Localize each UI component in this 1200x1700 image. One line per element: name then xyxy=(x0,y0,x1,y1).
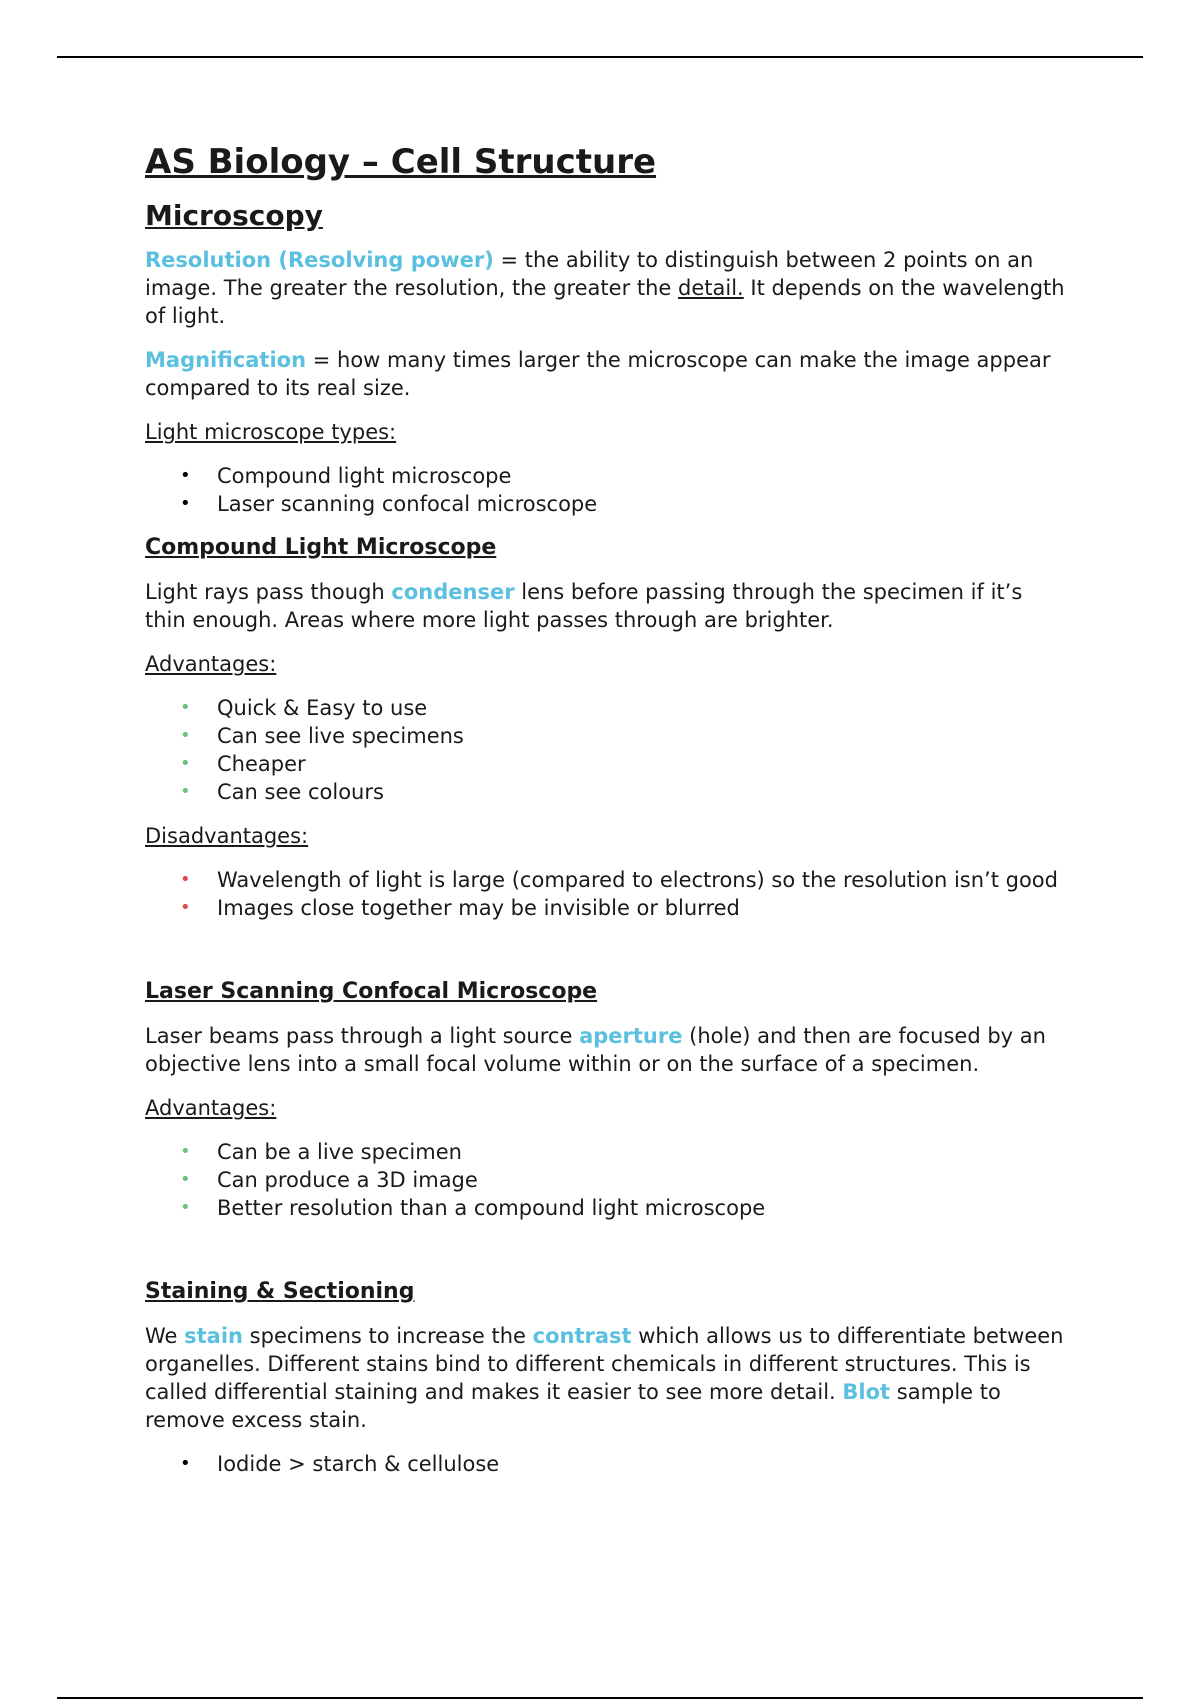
staining-list xyxy=(145,1450,1065,1478)
list-item-text: Wavelength of light is large (compared to electrons) so the resolution isn’t good xyxy=(217,868,1058,892)
list-item xyxy=(145,1194,1065,1222)
staining-text-d: sample to remove excess stain. xyxy=(145,1380,1001,1432)
keyword-magnification: Magnification xyxy=(145,348,307,372)
list-item-text: Images close together may be invisible or blurred xyxy=(217,896,740,920)
compound-text-b: lens before passing through the specimen if it’s thin enough. Areas where more light passes through are brighter. xyxy=(145,580,1023,632)
laser-paragraph xyxy=(145,1022,1065,1078)
keyword-aperture: aperture xyxy=(579,1024,683,1048)
bullet-icon: • xyxy=(180,753,191,774)
staining-text-b: specimens to increase the xyxy=(243,1324,533,1348)
list-item-text: Can see colours xyxy=(217,780,384,804)
bullet-icon: • xyxy=(180,493,191,514)
bullet-icon: • xyxy=(180,1197,191,1218)
resolution-underlined-detail: detail. xyxy=(678,276,744,300)
resolution-text-b: It depends on the wavelength of light. xyxy=(145,276,1065,328)
list-item-text: Cheaper xyxy=(217,752,306,776)
bottom-rule xyxy=(57,1697,1143,1699)
bullet-icon: • xyxy=(180,869,191,890)
list-item xyxy=(145,722,1065,750)
bullet-icon: • xyxy=(180,1141,191,1162)
list-item-text: Better resolution than a compound light microscope xyxy=(217,1196,766,1220)
compound-advantages-list xyxy=(145,694,1065,806)
section-title-microscopy: Microscopy xyxy=(145,199,323,232)
list-item xyxy=(145,1138,1065,1166)
keyword-blot: Blot xyxy=(842,1380,891,1404)
list-item xyxy=(145,778,1065,806)
spacer xyxy=(145,938,1065,978)
magnification-paragraph xyxy=(145,346,1065,402)
document-body xyxy=(145,140,1065,1494)
resolution-paragraph xyxy=(145,246,1065,330)
compound-text-a: Light rays pass though xyxy=(145,580,392,604)
top-rule xyxy=(57,56,1143,58)
keyword-condenser: condenser xyxy=(391,580,515,604)
laser-advantages-label: Advantages: xyxy=(145,1096,277,1120)
keyword-contrast: contrast xyxy=(532,1324,632,1348)
compound-advantages-label: Advantages: xyxy=(145,652,277,676)
list-item-text: Compound light microscope xyxy=(217,464,512,488)
list-item-text: Can be a live specimen xyxy=(217,1140,462,1164)
list-item xyxy=(145,750,1065,778)
resolution-text-a: = the ability to distinguish between 2 points on an image. The greater the resolution, the greater the xyxy=(145,248,1034,300)
keyword-stain: stain xyxy=(184,1324,243,1348)
list-item-text: Quick & Easy to use xyxy=(217,696,428,720)
spacer xyxy=(145,1238,1065,1278)
bullet-icon: • xyxy=(180,897,191,918)
list-item-text: Iodide > starch & cellulose xyxy=(217,1452,500,1476)
list-item xyxy=(145,1166,1065,1194)
list-item xyxy=(145,462,1065,490)
compound-disadvantages-label: Disadvantages: xyxy=(145,824,309,848)
heading-laser-scanning-confocal-microscope: Laser Scanning Confocal Microscope xyxy=(145,979,598,1004)
heading-staining-sectioning: Staining & Sectioning xyxy=(145,1279,415,1304)
heading-compound-light-microscope: Compound Light Microscope xyxy=(145,535,497,560)
keyword-resolution: Resolution (Resolving power) xyxy=(145,248,494,272)
bullet-icon: • xyxy=(180,1169,191,1190)
list-item xyxy=(145,1450,1065,1478)
list-item xyxy=(145,894,1065,922)
list-item-text: Can produce a 3D image xyxy=(217,1168,478,1192)
laser-text-b: (hole) and then are focused by an objective lens into a small focal volume within or on the surface of a specimen. xyxy=(145,1024,1046,1076)
staining-paragraph xyxy=(145,1322,1065,1434)
list-item xyxy=(145,694,1065,722)
bullet-icon: • xyxy=(180,1453,191,1474)
bullet-icon: • xyxy=(180,725,191,746)
bullet-icon: • xyxy=(180,697,191,718)
light-types-list xyxy=(145,462,1065,518)
bullet-icon: • xyxy=(180,781,191,802)
bullet-icon: • xyxy=(180,465,191,486)
list-item xyxy=(145,490,1065,518)
compound-disadvantages-list xyxy=(145,866,1065,922)
list-item-text: Laser scanning confocal microscope xyxy=(217,492,598,516)
document-title: AS Biology – Cell Structure xyxy=(145,142,657,182)
magnification-text: = how many times larger the microscope can make the image appear compared to its real size. xyxy=(145,348,1051,400)
laser-advantages-list xyxy=(145,1138,1065,1222)
list-item-text: Can see live specimens xyxy=(217,724,464,748)
list-item xyxy=(145,866,1065,894)
compound-paragraph xyxy=(145,578,1065,634)
staining-text-a: We xyxy=(145,1324,185,1348)
light-types-label: Light microscope types: xyxy=(145,420,397,444)
laser-text-a: Laser beams pass through a light source xyxy=(145,1024,580,1048)
staining-text-c: which allows us to differentiate between organelles. Different stains bind to different chemicals in different structures. This is called differential staining and makes it easier to see more detail. xyxy=(145,1324,1064,1404)
